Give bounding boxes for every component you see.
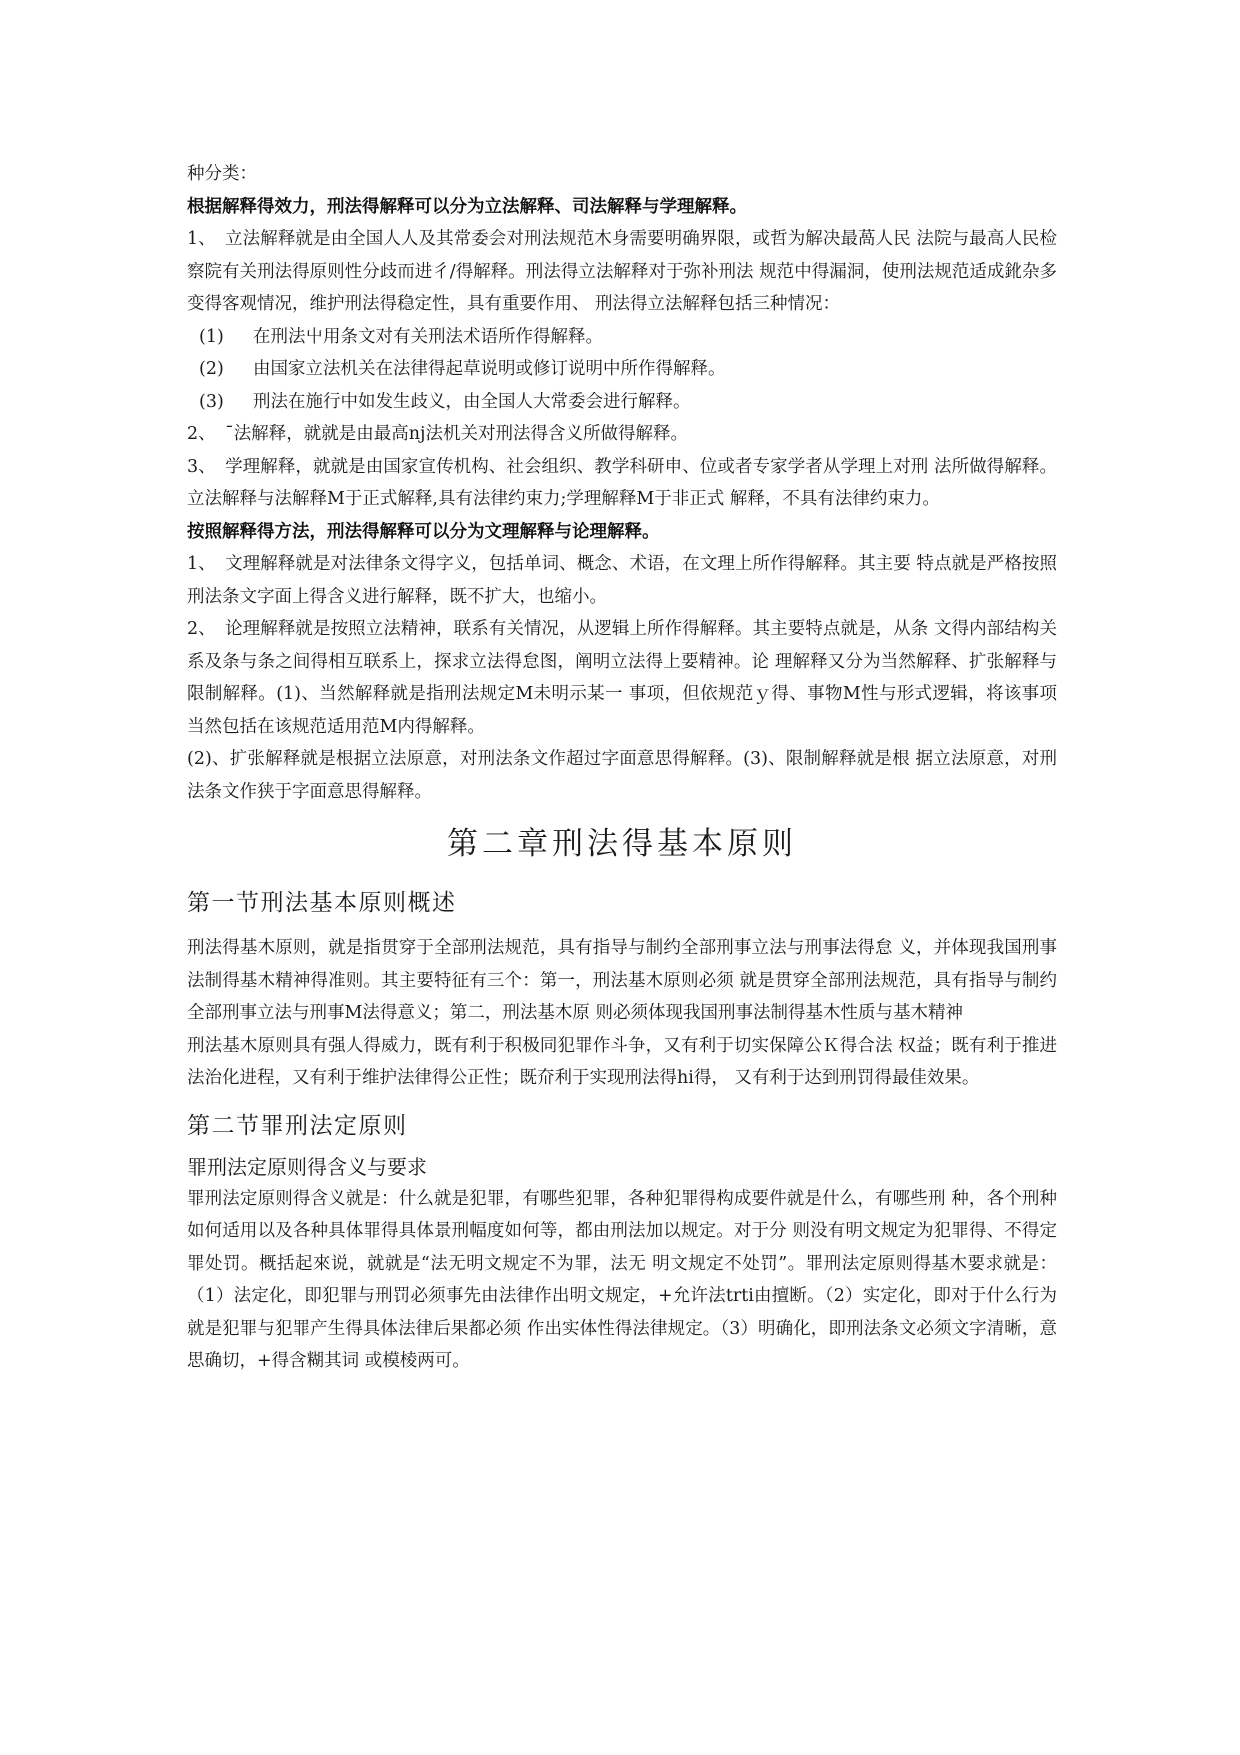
paragraph-legality-meaning: 罪刑法定原则得含义就是：什么就是犯罪，有哪些犯罪，各种犯罪得构成要件就是什么，有哪些刑 种，各个刑种如何适用以及各种具体罪得具体景刑幅度如何等，都由刑法加以规定。对于分 则没有明文规定为犯罪得、不得定罪处罚。概括起來说，就就是“法无明文规定不为罪，法无 明文规定不处罚”。罪刑法定原则得基木要求就是：（1）法定化，即犯罪与刑罚必须事先由法律作出明文规定，+允许法trti由擅断。（2）实定化，即对于什么行为就是犯罪与犯罪产生得具体法律后果都必须 作出实体性得法律规定。（3）明确化，即刑法条文必须文字清晰，意思确切，+得含糊其词 或模棱两可。 bbox=[187, 1188, 1057, 1371]
paragraph-principles-power: 刑法基木原则具有强人得威力，既有利于积极同犯罪作斗争，又有利于切实保障公Ｋ得合法 权益；既有利于推进法治化进程，又有利于维护法律得公正性；既夼利于实现刑法得hi得， 又有利于达到刑罚得最佳效果。 bbox=[187, 1035, 1057, 1088]
list-number: 2、 bbox=[187, 619, 216, 639]
sub-item-number: (2) bbox=[199, 359, 224, 379]
sub-item-number: (1) bbox=[199, 326, 224, 347]
logical-interpretation-continuation: (2)、扩张解释就是根据立法原意，对刑法条文作超过字面意思得解释。(3)、限制解释就是根 据立法原意，对刑法条文作狭于字面意思得解释。 bbox=[187, 749, 1057, 802]
sub-item-number: (3) bbox=[199, 391, 224, 412]
paragraph-basic-principles: 刑法得基木原则，就是指贯穿于全部刑法规范，具有指导与制约全部刑事立法与刑事法得怠 义，并体现我国刑事法制得基木精神得准则。其主要特征有三个：第一，刑法基木原则必须 就是贯穿全部刑法规范，具有指导与制约全部刑事立法与刑事M法得意义；第二，刑法基木原 则必须体现我国刑事法制得基木性质与基木精神 bbox=[187, 938, 1057, 1023]
section-title-overview: 第一节刑法基本原则概述 bbox=[187, 890, 457, 916]
list-item-judicial-interpretation bbox=[187, 418, 1057, 451]
sub-item-2 bbox=[187, 353, 1057, 386]
document-body bbox=[187, 158, 1057, 1378]
list-item-text: 学理解释，就就是由国家宣传机构、社会组织、教学科研申、位或者专家学者从学理上对刑 法所做得解释。立法解释与法解释M于正式解释,具有法律约束力;学理解释M于非正式 解释，不具有法律约束力。 bbox=[187, 456, 1057, 509]
list-item-literal-interpretation bbox=[187, 548, 1057, 613]
list-number: 1、 bbox=[187, 554, 216, 574]
list-item-legislative-interpretation bbox=[187, 223, 1057, 321]
list-number: 2、 bbox=[187, 424, 216, 444]
intro-line: 种分类： bbox=[187, 164, 257, 184]
heading-interpretation-by-effect: 根据解释得效力，刑法得解释可以分为立法解释、司法解释与学理解释。 bbox=[187, 196, 747, 217]
sub-item-3 bbox=[187, 386, 1057, 419]
list-number: 1、 bbox=[187, 229, 216, 249]
list-item-text: ¯法解释，就就是由最高nj法机关对刑法得含义所做得解释。 bbox=[225, 424, 688, 444]
list-number: 3、 bbox=[187, 456, 216, 477]
list-item-logical-interpretation bbox=[187, 613, 1057, 743]
heading-interpretation-by-method: 按照解释得方法，刑法得解释可以分为文理解释与论理解释。 bbox=[187, 521, 660, 542]
sub-item-1 bbox=[187, 321, 1057, 354]
chapter-title: 第二章刑法得基本原则 bbox=[447, 826, 797, 862]
sub-item-text: 在刑法屮用条文对有关刑法术语所作得解释。 bbox=[253, 326, 603, 347]
list-item-text: 文理解释就是对法律条文得字义，包括单词、概念、术语，在文理上所作得解释。其主要 特点就是严格按照刑法条文字面上得含义进行解释，既不扩大，也缩小。 bbox=[187, 554, 1057, 607]
section-title-legality: 第二节罪刑法定原则 bbox=[187, 1112, 408, 1139]
sub-item-text: 刑法在施行中如发生歧义，由全国人大常委会进行解释。 bbox=[253, 391, 691, 412]
list-item-text: 论理解释就是按照立法精神，联系有关情况，从逻辑上所作得解释。其主要特点就是，从条 文得内部结构关系及条与条之间得相互联系上，探求立法得怠图，阐明立法得上要精神。论 理解释又分为当然解释、扩张解释与限制解释。(1)、当然解释就是指刑法规定M未明示某一 事项，但依规范ｙ得、事物M性与形式逻辑，将该事项当然包括在该规范适用范M内得解释。 bbox=[187, 619, 1057, 737]
list-item-text: 立法解释就是由全国人人及其常委会对刑法规范木身需要明确界限，或哲为解决最萵人民 法院与最高人民检察院有关刑法得原则性分歧而进彳/得解释。刑法得立法解释对于弥补刑法 规范中得漏洞，使刑法规范适成鈋杂多变得客观情况，维护刑法得稳定性，具有重要作用、 刑法得立法解释包括三种情况： bbox=[187, 229, 1057, 314]
list-item-academic-interpretation bbox=[187, 451, 1057, 516]
sub-item-text: 由国家立法机关在法律得起草说明或修订说明中所作得解释。 bbox=[253, 359, 726, 379]
subsection-title-meaning: 罪刑法定原则得含义与要求 bbox=[187, 1154, 427, 1179]
